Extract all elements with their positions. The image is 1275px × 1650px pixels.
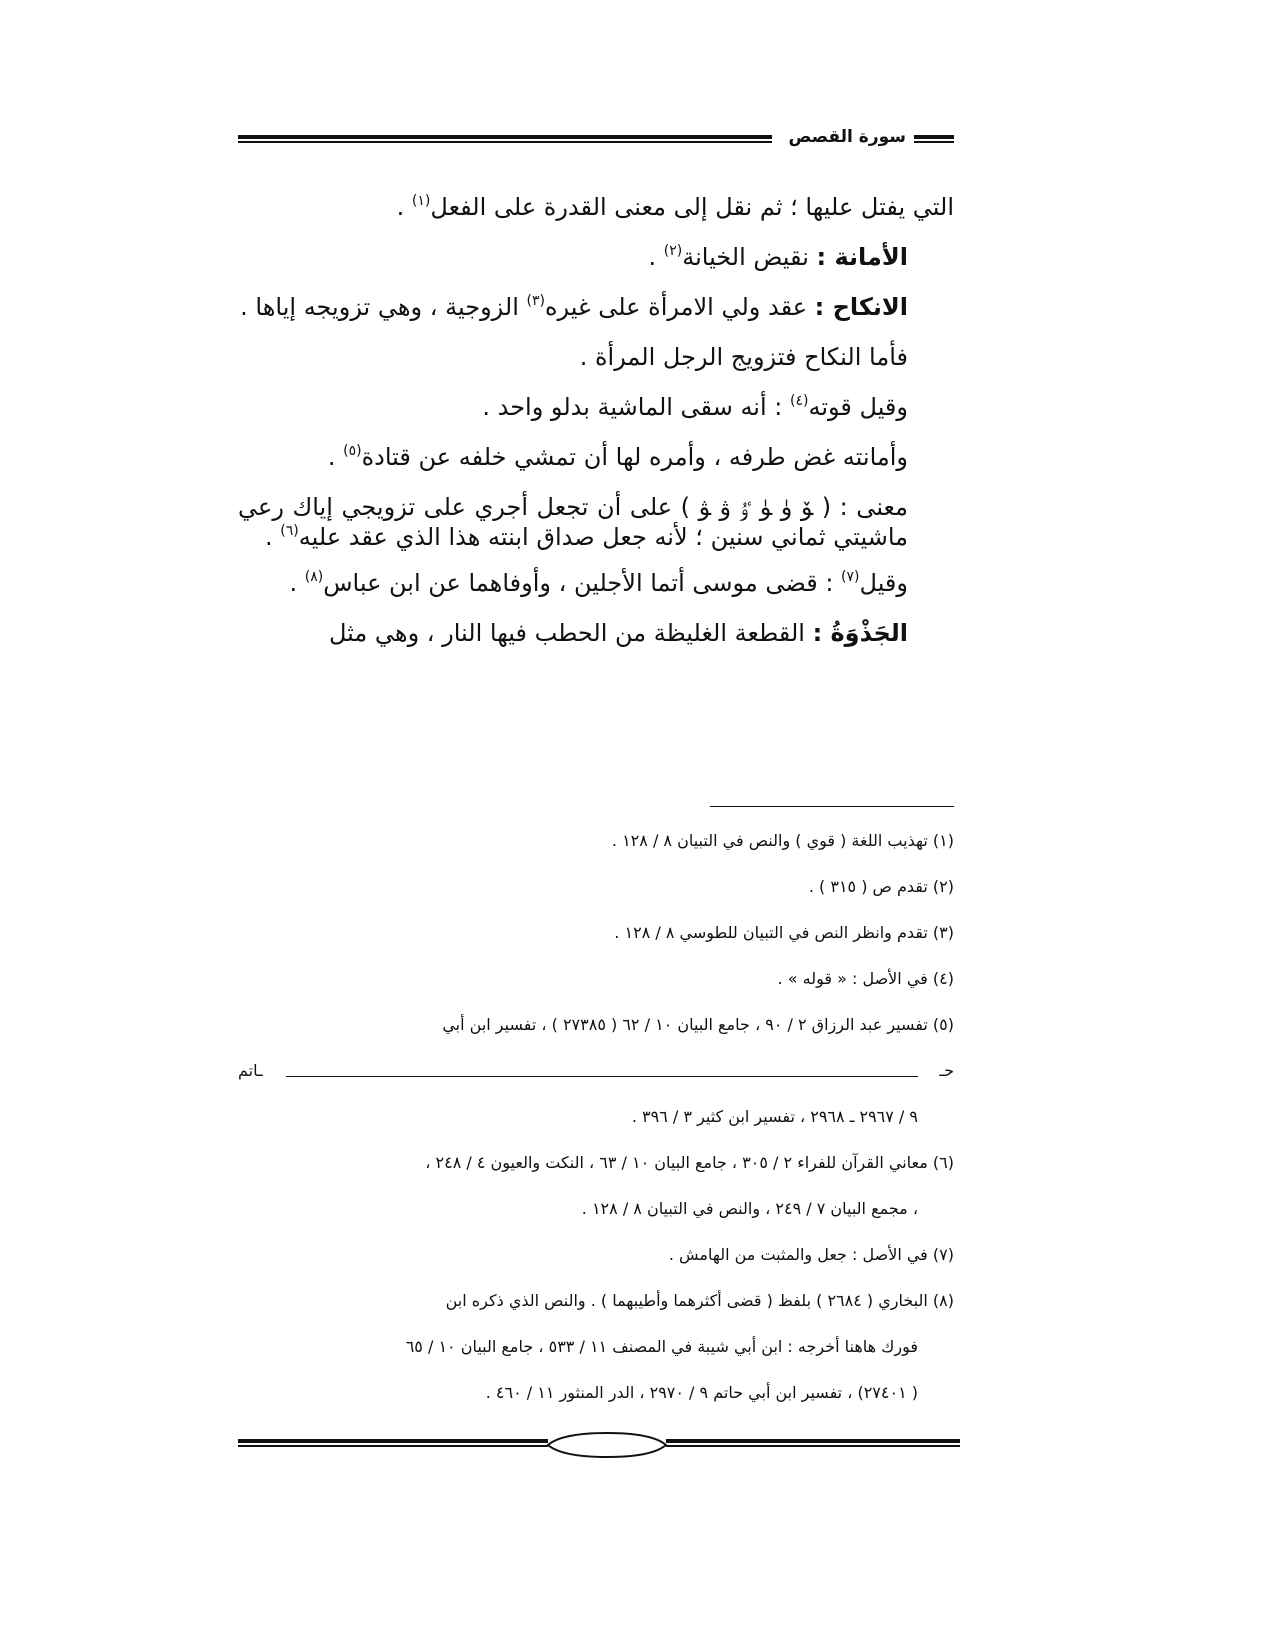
- term-amana: الأمانة :: [816, 243, 908, 271]
- kashida-right: حـ: [939, 1061, 954, 1080]
- footnote-3: (٣) تقدم وانظر النص في التبيان للطوسي ٨ / ١٢٨ .: [614, 923, 954, 942]
- header-title: سورة القصص: [788, 127, 906, 147]
- footnote-8: (٨) البخاري ( ٢٦٨٤ ) بلفظ ( قضى أكثرهما وأطيبهما ) . والنص الذي ذكره ابن: [445, 1291, 954, 1310]
- kashida-rule: [286, 1076, 918, 1077]
- paragraph-line-1: التي يفتل عليها ؛ ثم نقل إلى معنى القدرة على الفعل$^{(١)}$ .: [396, 193, 954, 221]
- footer-rule-right: [666, 1439, 960, 1449]
- footnote-ref: (٢): [663, 243, 683, 259]
- footnote-ref: (٧): [841, 569, 860, 585]
- paragraph-qadha: وقيل$^{(٧)}$ : قضى موسى أتما الأجلين ، وأوفاهما عن ابن عباس$^{(٨)}$ .: [289, 569, 908, 597]
- paragraph-quwwa: وقيل قوته$^{(٤)}$ : أنه سقى الماشية بدلو واحد .: [482, 393, 908, 421]
- footnote-ref: (٨): [304, 569, 324, 585]
- running-header: [238, 125, 954, 155]
- footnote-ref: (٥): [343, 443, 362, 459]
- page-footer: [238, 1430, 960, 1460]
- paragraph-amana: الأمانة : نقيض الخيانة$^{(٢)}$ .: [648, 243, 908, 271]
- paragraph-nikah: فأما النكاح فتزويج الرجل المرأة .: [579, 343, 908, 371]
- paragraph-jadhwa: الجَذْوَةُ : القطعة الغليظة من الحطب فيها النار ، وهي مثل: [329, 619, 908, 647]
- header-rule-long: [238, 135, 772, 145]
- footnotes: [238, 818, 954, 1416]
- footnote-6: (٦) معاني القرآن للفراء ٢ / ٣٠٥ ، جامع البيان ١٠ / ٦٣ ، النكت والعيون ٤ / ٢٤٨ ،: [425, 1153, 954, 1172]
- term-inkah: الانكاح :: [814, 293, 908, 321]
- page-number-frame-icon: [544, 1430, 670, 1460]
- footnote-ref: (٦): [280, 523, 299, 539]
- term-jadhwa: الجَذْوَةُ :: [812, 619, 908, 647]
- footnote-ref: (١): [411, 193, 431, 209]
- footnote-2: (٢) تقدم ص ( ٣١٥ ) .: [808, 877, 954, 896]
- kashida-left: ـاتم: [238, 1061, 263, 1080]
- footnote-5-kashida-line: [238, 1048, 954, 1094]
- footnote-7: (٧) في الأصل : جعل والمثبت من الهامش .: [668, 1245, 954, 1264]
- footnote-ref: (٣): [526, 293, 545, 309]
- paragraph-amanatuh: وأمانته غض طرفه ، وأمره لها أن تمشي خلفه عن قتادة$^{(٥)}$ .: [327, 443, 908, 471]
- footer-rule-left: [238, 1439, 548, 1449]
- footnote-1: (١) تهذيب اللغة ( قوي ) والنص في التبيان ٨ / ١٢٨ .: [611, 831, 954, 850]
- footnote-5-continued: ٩ / ٢٩٦٧ ـ ٢٩٦٨ ، تفسير ابن كثير ٣ / ٣٩٦ .: [631, 1107, 918, 1126]
- footnote-8-continued-1: فورك هاهنا أخرجه : ابن أبي شيبة في المصنف ١١ / ٥٣٣ ، جامع البيان ١٠ / ٦٥: [405, 1337, 918, 1356]
- paragraph-maana: معنى : ( ﯚ ﯛ ﯜ ﯝ ﯞ ﯟ ) على أن تجعل أجري على تزويجي إياك رعي ماشيتي ثماني سنين ؛ لأنه جعل صداق ابنته هذا الذي عقد عليه$^{(٦)}$ .: [238, 493, 908, 551]
- footnote-5: (٥) تفسير عبد الرزاق ٢ / ٩٠ ، جامع البيان ١٠ / ٦٢ ( ٢٧٣٨٥ ) ، تفسير ابن أبي: [442, 1015, 954, 1034]
- main-text: [238, 182, 954, 658]
- footnote-separator: [710, 806, 954, 807]
- paragraph-inkah: الانكاح : عقد ولي الامرأة على غيره$^{(٣)}$ الزوجية ، وهي تزويجه إياها .: [240, 293, 908, 321]
- footnote-ref: (٤): [790, 393, 809, 409]
- footnote-4: (٤) في الأصل : « قوله » .: [777, 969, 954, 988]
- header-rule-short: [914, 135, 954, 145]
- footnote-6-continued: ، مجمع البيان ٧ / ٢٤٩ ، والنص في التبيان ٨ / ١٢٨ .: [581, 1199, 918, 1218]
- footnote-8-continued-2: ( ٢٧٤٠١) ، تفسير ابن أبي حاتم ٩ / ٢٩٧٠ ، الدر المنثور ١١ / ٤٦٠ .: [485, 1383, 918, 1402]
